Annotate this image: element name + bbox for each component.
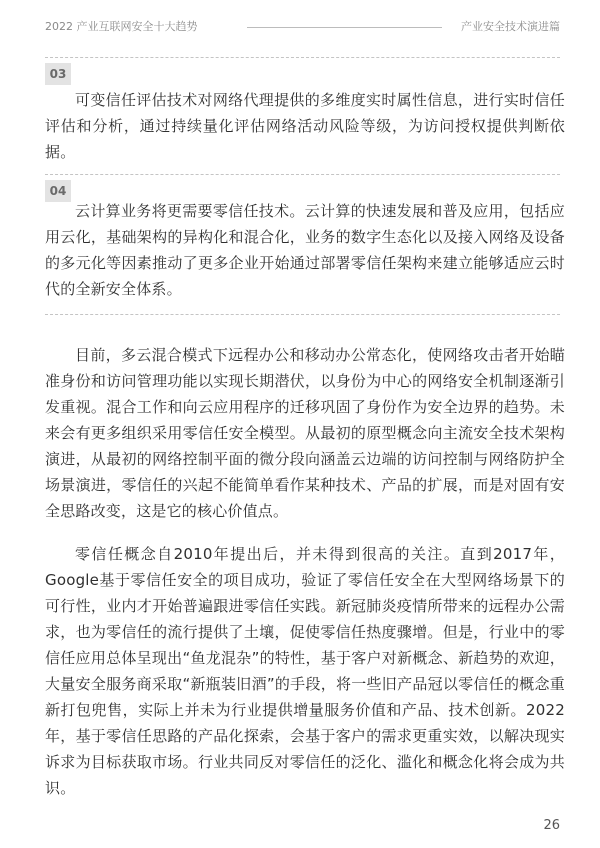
body-paragraph: 零信任概念自2010年提出后，并未得到很高的关注。直到2017年，Google基于零信任安全的项目成功，验证了零信任安全在大型网络场景下的可行性，业内才开始普遍跟进零信任实践。新冠肺炎疫情所带来的远程办公需求，也为零信任的流行提供了土壤，促使零信任热度骤增。但是，行业中的零信任应用总体呈现出“鱼龙混杂”的特性，基于客户对新概念、新趋势的欢迎，大量安全服务商采取“新瓶装旧酒”的手段，将一些旧产品冠以零信任的概念重新打包兜售，实际上并未为行业提供增量服务价值和产品、技术创新。2022年，基于零信任思路的产品化探索，会基于客户的需求更重实效，以解决现实诉求为目标获取市场。行业共同反对零信任的泛化、滥化和概念化将会成为共识。 bbox=[45, 545, 565, 797]
header-divider bbox=[247, 27, 442, 28]
section-04-text: 云计算业务将更需要零信任技术。云计算的快速发展和普及应用，包括应用云化，基础架构的异构化和混合化，业务的数字生态化以及接入网络及设备的多元化等因素推动了更多企业开始通过部署零信任架构来建立能够适应云时代的全新安全体系。 bbox=[45, 202, 565, 298]
body-paragraph: 目前，多云混合模式下远程办公和移动办公常态化，使网络攻击者开始瞄准身份和访问管理功能以实现长期潜伏，以身份为中心的网络安全机制逐渐引发重视。混合工作和向云应用程序的迁移巩固了身份作为安全边界的趋势。未来会有更多组织采用零信任安全模型。从最初的原型概念向主流安全技术架构演进，从最初的网络控制平面的微分段向涵盖云边端的访问控制与网络防护全场景演进，零信任的兴起不能简单看作某种技术、产品的扩展，而是对固有安全思路改变，这是它的核心价值点。 bbox=[45, 346, 565, 520]
section-number-badge: 04 bbox=[45, 180, 71, 202]
section-03-text: 可变信任评估技术对网络代理提供的多维度实时属性信息，进行实时信任评估和分析，通过持续量化评估网络活动风险等级，为访问授权提供判断依据。 bbox=[45, 91, 565, 161]
section-divider bbox=[45, 174, 560, 175]
page-header bbox=[45, 15, 560, 35]
section-divider bbox=[45, 57, 560, 58]
section-divider bbox=[45, 314, 560, 315]
page-number: 26 bbox=[543, 818, 560, 833]
header-section-title: 产业安全技术演进篇 bbox=[461, 20, 560, 33]
header-title: 2022 产业互联网安全十大趋势 bbox=[45, 20, 198, 33]
section-number-badge: 03 bbox=[45, 63, 71, 85]
